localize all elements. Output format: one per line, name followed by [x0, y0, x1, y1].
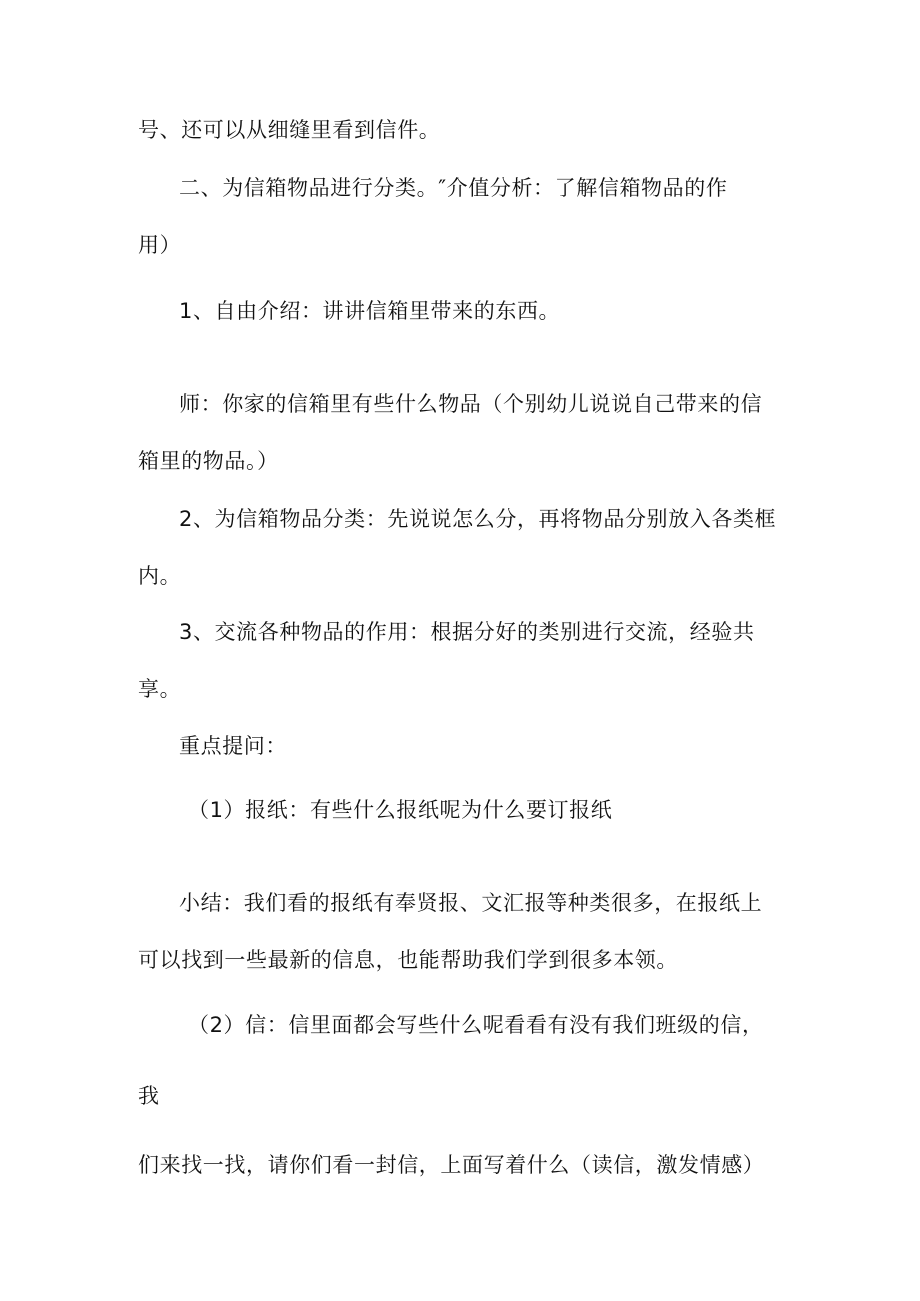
list-item-1: 1、自由介绍：讲讲信箱里带来的东西。: [179, 299, 561, 323]
text-line-6: 箱里的物品。）: [138, 449, 279, 473]
text-line-1: 号、还可以从细缝里看到信件。: [138, 118, 441, 142]
text-line-3: 用）: [138, 233, 182, 257]
list-item-2: 2、为信箱物品分类：先说说怎么分，再将物品分别放入各类框: [179, 507, 777, 531]
section-heading-2: 二、为信箱物品进行分类。″介值分析：了解信箱物品的作: [179, 176, 728, 200]
summary-line-2: 可以找到一些最新的信息，也能帮助我们学到很多本领。: [138, 948, 678, 972]
list-item-3: 3、交流各种物品的作用：根据分好的类别进行交流，经验共: [179, 620, 755, 644]
summary-line-1: 小结：我们看的报纸有奉贤报、文汇报等种类很多，在报纸上: [179, 891, 763, 915]
text-line-8: 内。: [138, 564, 182, 588]
text-line-10: 享。: [138, 677, 182, 701]
key-questions-heading: 重点提问：: [179, 734, 287, 758]
text-line-teacher: 师：你家的信箱里有些什么物品（个别幼儿说说自己带来的信: [179, 392, 763, 416]
question-1: （1）报纸：有些什么报纸呢为什么要订报纸: [188, 798, 613, 822]
question-2: （2）信：信里面都会写些什么呢看看有没有我们班级的信，: [188, 1013, 764, 1037]
text-line-17: 们来找一找，请你们看一封信，上面写着什么（读信，激发情感）: [138, 1153, 765, 1177]
text-line-16: 我: [138, 1084, 160, 1108]
